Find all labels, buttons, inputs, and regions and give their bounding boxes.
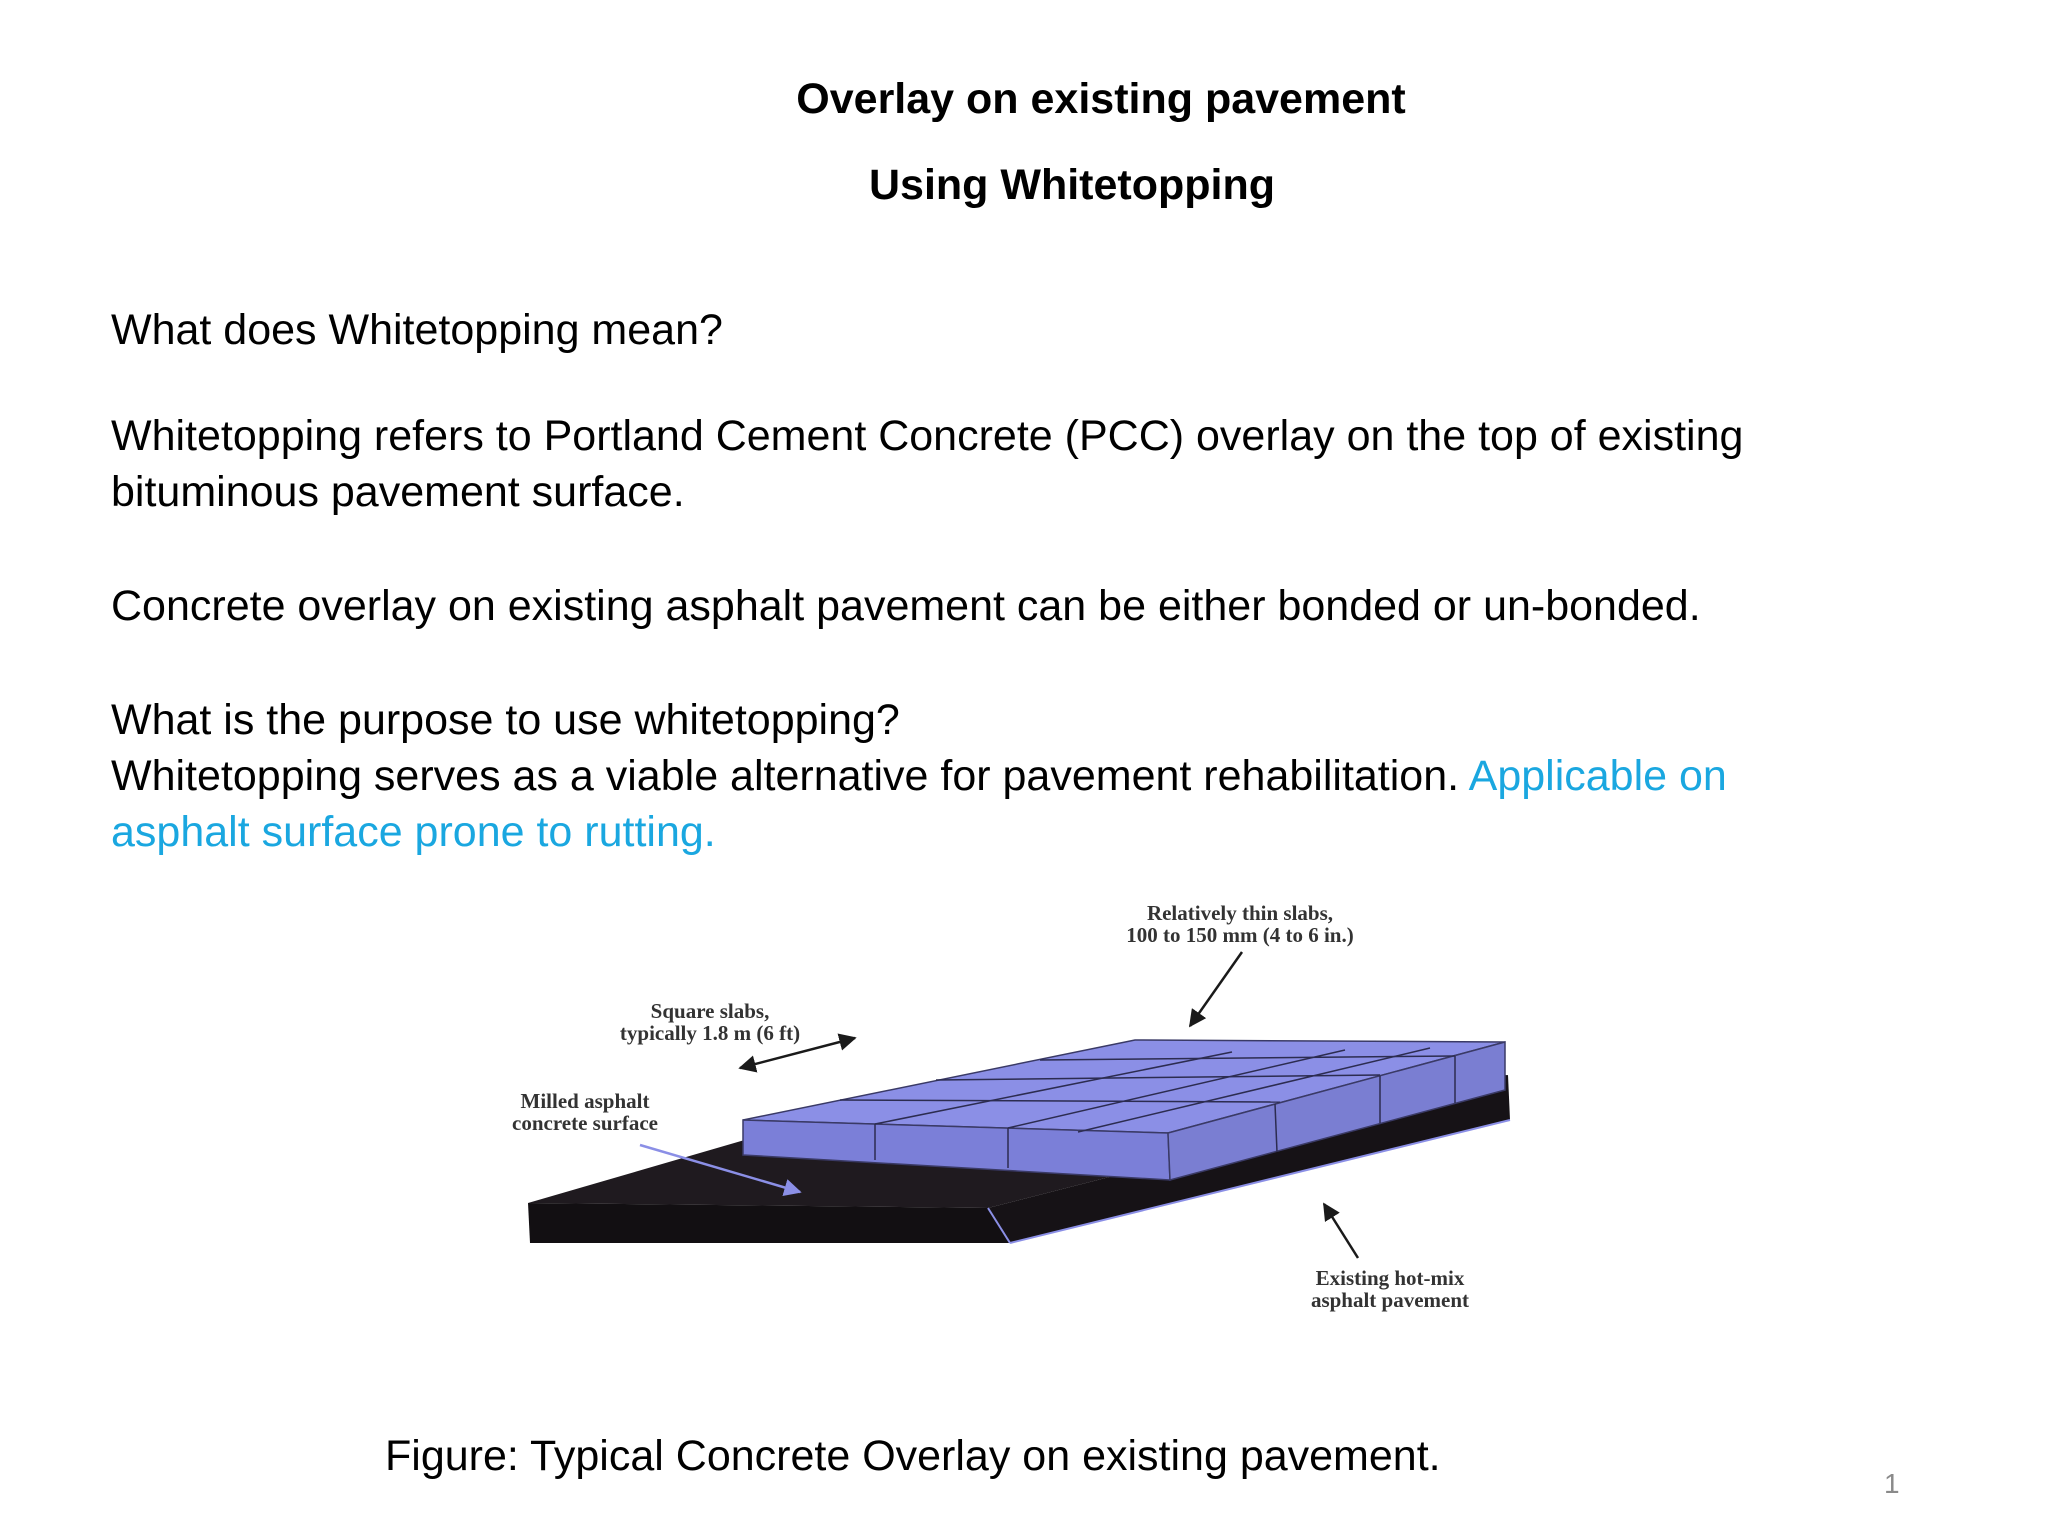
concrete-slabs (743, 1040, 1505, 1180)
question-purpose: What is the purpose to use whitetopping? (111, 696, 900, 744)
question-whitetopping-meaning: What does Whitetopping mean? (111, 306, 723, 354)
definition-paragraph (111, 408, 1931, 520)
page-number: 1 (1884, 1468, 1900, 1499)
label-milled-surface-line2: concrete surface (512, 1111, 658, 1135)
label-square-slabs-line2: typically 1.8 m (6 ft) (619, 1021, 801, 1045)
purpose-highlight-start: Applicable on (1468, 752, 1727, 800)
label-existing-asphalt-line2: asphalt pavement (1310, 1288, 1470, 1312)
label-milled-surface-line1: Milled asphalt (520, 1089, 650, 1113)
slide-title-line1: Overlay on existing pavement (796, 75, 1406, 123)
bonded-statement: Concrete overlay on existing asphalt pavement can be either bonded or un-bonded. (111, 582, 1701, 630)
label-existing-asphalt-line1: Existing hot-mix (1315, 1266, 1465, 1290)
definition-line1: Whitetopping refers to Portland Cement Concrete (PCC) overlay on the top of existing (111, 412, 1744, 460)
label-thin-slabs-line1: Relatively thin slabs, (1146, 901, 1334, 925)
definition-line2: bituminous pavement surface. (111, 468, 685, 516)
arrow-thin-slabs (1190, 952, 1242, 1026)
purpose-paragraph (111, 692, 1931, 860)
label-thin-slabs-line2: 100 to 150 mm (4 to 6 in.) (1126, 923, 1354, 947)
arrow-existing-asphalt (1324, 1204, 1358, 1258)
whitetopping-diagram (500, 890, 1550, 1340)
purpose-line1 (111, 748, 1931, 804)
purpose-highlight-end: asphalt surface prone to rutting. (111, 808, 716, 856)
label-square-slabs-line1: Square slabs, (650, 999, 770, 1023)
purpose-text: Whitetopping serves as a viable alternative for pavement rehabilitation. (111, 752, 1469, 800)
figure-caption: Figure: Typical Concrete Overlay on existing pavement. (385, 1432, 1441, 1480)
slide-title-line2: Using Whitetopping (868, 161, 1276, 209)
